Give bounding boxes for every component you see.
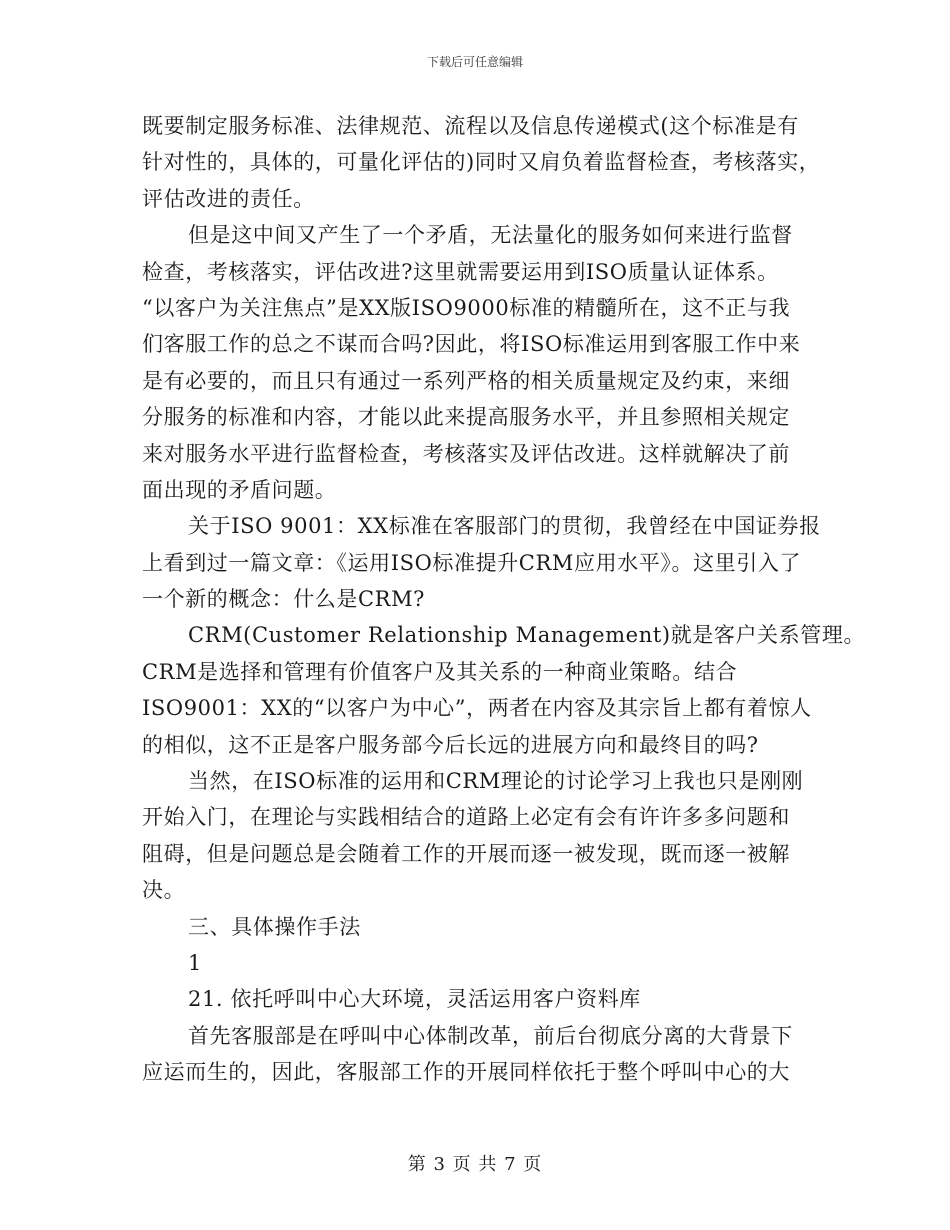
page-number: 第 3 页 共 7 页	[407, 1154, 543, 1175]
text-line: 既要制定服务标准、法律规范、流程以及信息传递模式(这个标准是有	[142, 114, 799, 138]
text-line: 关于ISO 9001：XX标准在客服部门的贯彻，我曾经在中国证券报	[188, 514, 821, 539]
text-line: 上看到过一篇文章：《运用ISO标准提升CRM应用水平》。这里引入了	[142, 550, 802, 575]
text-line: CRM是选择和管理有价值客户及其关系的一种商业策略。结合	[142, 659, 738, 684]
text-line: 但是这中间又产生了一个矛盾，无法量化的服务如何来进行监督	[188, 223, 793, 248]
text-line: 来对服务水平进行监督检查，考核落实及评估改进。这样就解决了前	[142, 441, 790, 466]
text-line: 们客服工作的总之不谋而合吗?因此，将ISO标准运用到客服工作中来	[142, 332, 801, 357]
text-line: “以客户为关注焦点”是XX版ISO9000标准的精髓所在，这不正与我	[142, 295, 791, 320]
page-header: 下载后可任意编辑	[426, 55, 523, 69]
subsection-heading: 21. 依托呼叫中心大环境，灵活运用客户资料库	[188, 987, 641, 1012]
text-line: 针对性的，具体的，可量化评估的)同时又肩负着监督检查，考核落实，	[142, 150, 821, 175]
text-line: 首先客服部是在呼叫中心体制改革，前后台彻底分离的大背景下	[188, 1023, 793, 1048]
text-line: 阻碍，但是问题总是会随着工作的开展而逐一被发现，既而逐一被解	[142, 841, 790, 866]
text-line: 决。	[142, 878, 186, 903]
text-line: 检查，考核落实，评估改进?这里就需要运用到ISO质量认证体系。	[142, 259, 779, 284]
text-line: 分服务的标准和内容，才能以此来提高服务水平，并且参照相关规定	[142, 405, 790, 430]
text-line: ISO9001：XX的“以客户为中心”，两者在内容及其宗旨上都有着惊人	[142, 696, 812, 721]
text-line: 评估改进的责任。	[142, 186, 315, 211]
text-line: CRM(Customer Relationship Management)就是客户关系管理。	[188, 623, 866, 648]
document-body	[142, 108, 866, 1091]
text-line: 一个新的概念：什么是CRM?	[142, 587, 426, 612]
text-line: 应运而生的，因此，客服部工作的开展同样依托于整个呼叫中心的大	[142, 1060, 790, 1085]
text-line: 面出现的矛盾问题。	[142, 477, 337, 502]
text-line: 的相似，这不正是客户服务部今后长远的进展方向和最终目的吗?	[142, 732, 759, 757]
text-line: 开始入门，在理论与实践相结合的道路上必定有会有许许多多问题和	[142, 805, 790, 830]
text-line: 是有必要的，而且只有通过一系列严格的相关质量规定及约束，来细	[142, 368, 790, 393]
text-line: 1	[188, 950, 202, 975]
section-heading: 三、具体操作手法	[188, 914, 361, 939]
text-line: 当然，在ISO标准的运用和CRM理论的讨论学习上我也只是刚刚	[188, 769, 804, 794]
